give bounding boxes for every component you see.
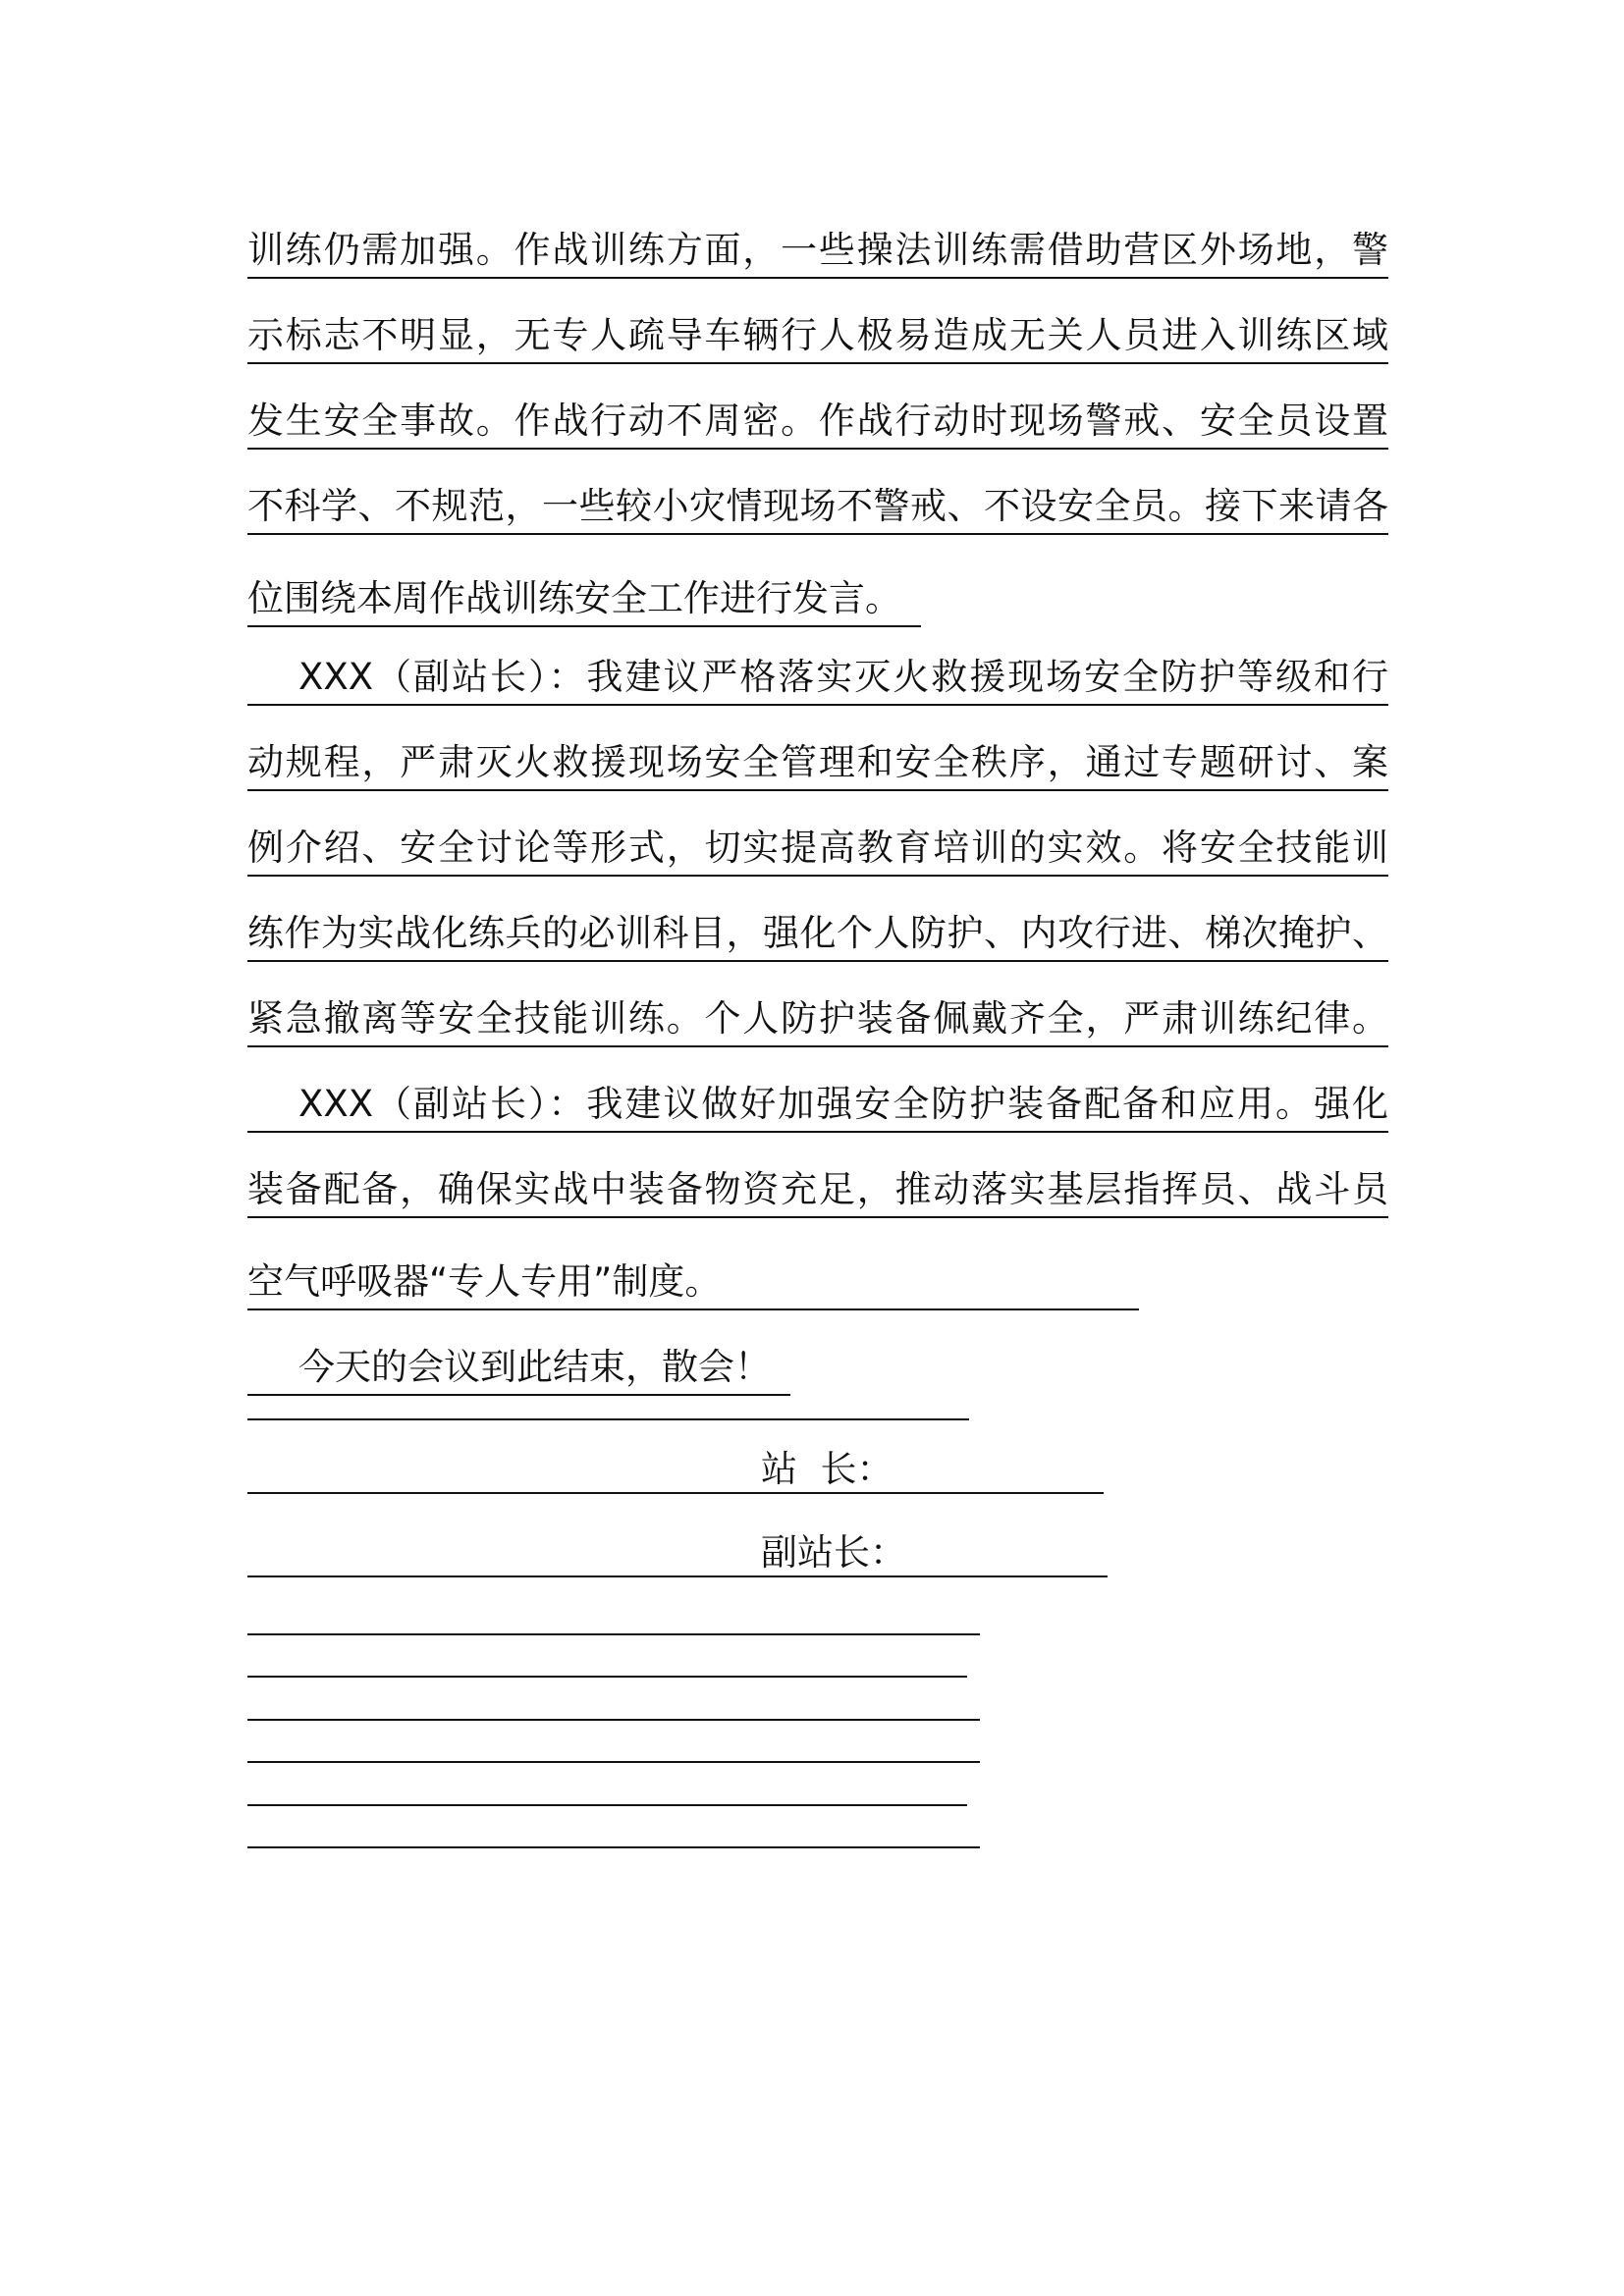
blank-underline — [247, 1804, 967, 1806]
paragraph-3-line-3 — [247, 1251, 1388, 1336]
document-body — [247, 226, 1388, 1421]
text-line: 空气呼吸器“专人专用”制度。 — [247, 1257, 1139, 1310]
signature-line-deputy-chief — [247, 1575, 1108, 1577]
text-line: 动规程，严肃灭火救援现场安全管理和安全秩序，通过专题研讨、案 — [247, 738, 1388, 791]
signature-line-station-chief — [247, 1492, 1104, 1494]
text-line: XXX（副站长）：我建议做好加强安全防护装备配备和应用。强化 — [247, 1080, 1388, 1133]
deputy-chief-label: 副站长： — [761, 1531, 906, 1574]
paragraph-2-line-3 — [247, 824, 1388, 909]
text-line: 示标志不明显，无专人疏导车辆行人极易造成无关人员进入训练区域 — [247, 311, 1388, 364]
text-line: 训练仍需加强。作战训练方面，一些操法训练需借助营区外场地，警 — [247, 226, 1388, 279]
paragraph-2-line-1 — [247, 653, 1388, 738]
paragraph-1-line-5 — [247, 567, 1388, 653]
paragraph-3-line-1 — [247, 1080, 1388, 1165]
text-line: 位围绕本周作战训练安全工作进行发言。 — [247, 574, 921, 627]
text-line: 装备配备，确保实战中装备物资充足，推动落实基层指挥员、战斗员 — [247, 1165, 1388, 1218]
paragraph-1-line-2 — [247, 311, 1388, 397]
paragraph-2-line-5 — [247, 994, 1388, 1080]
text-line: 不科学、不规范，一些较小灾情现场不警戒、不设安全员。接下来请各 — [247, 482, 1388, 535]
station-chief-label: 站 长： — [761, 1448, 893, 1490]
text-line: 练作为实战化练兵的必训科目，强化个人防护、内攻行进、梯次掩护、 — [247, 909, 1388, 962]
closing-text: 今天的会议到此结束，散会！ — [247, 1343, 790, 1396]
text-line: XXX（副站长）：我建议严格落实灭火救援现场安全防护等级和行 — [247, 653, 1388, 706]
blank-underline — [247, 1846, 980, 1848]
blank-underline — [247, 1418, 969, 1420]
paragraph-3-line-2 — [247, 1165, 1388, 1251]
blank-underline — [247, 1761, 980, 1763]
paragraph-1-line-3 — [247, 397, 1388, 482]
text-line: 发生安全事故。作战行动不周密。作战行动时现场警戒、安全员设置 — [247, 397, 1388, 450]
text-line: 紧急撤离等安全技能训练。个人防护装备佩戴齐全，严肃训练纪律。 — [247, 994, 1388, 1047]
closing-line — [247, 1336, 1388, 1421]
paragraph-1-line-1 — [247, 226, 1388, 311]
blank-underline — [247, 1633, 980, 1635]
paragraph-2-line-4 — [247, 909, 1388, 994]
blank-underline — [247, 1676, 967, 1678]
blank-underline — [247, 1719, 980, 1721]
paragraph-2-line-2 — [247, 738, 1388, 824]
paragraph-1-line-4 — [247, 482, 1388, 567]
text-line: 例介绍、安全讨论等形式，切实提高教育培训的实效。将安全技能训 — [247, 824, 1388, 877]
